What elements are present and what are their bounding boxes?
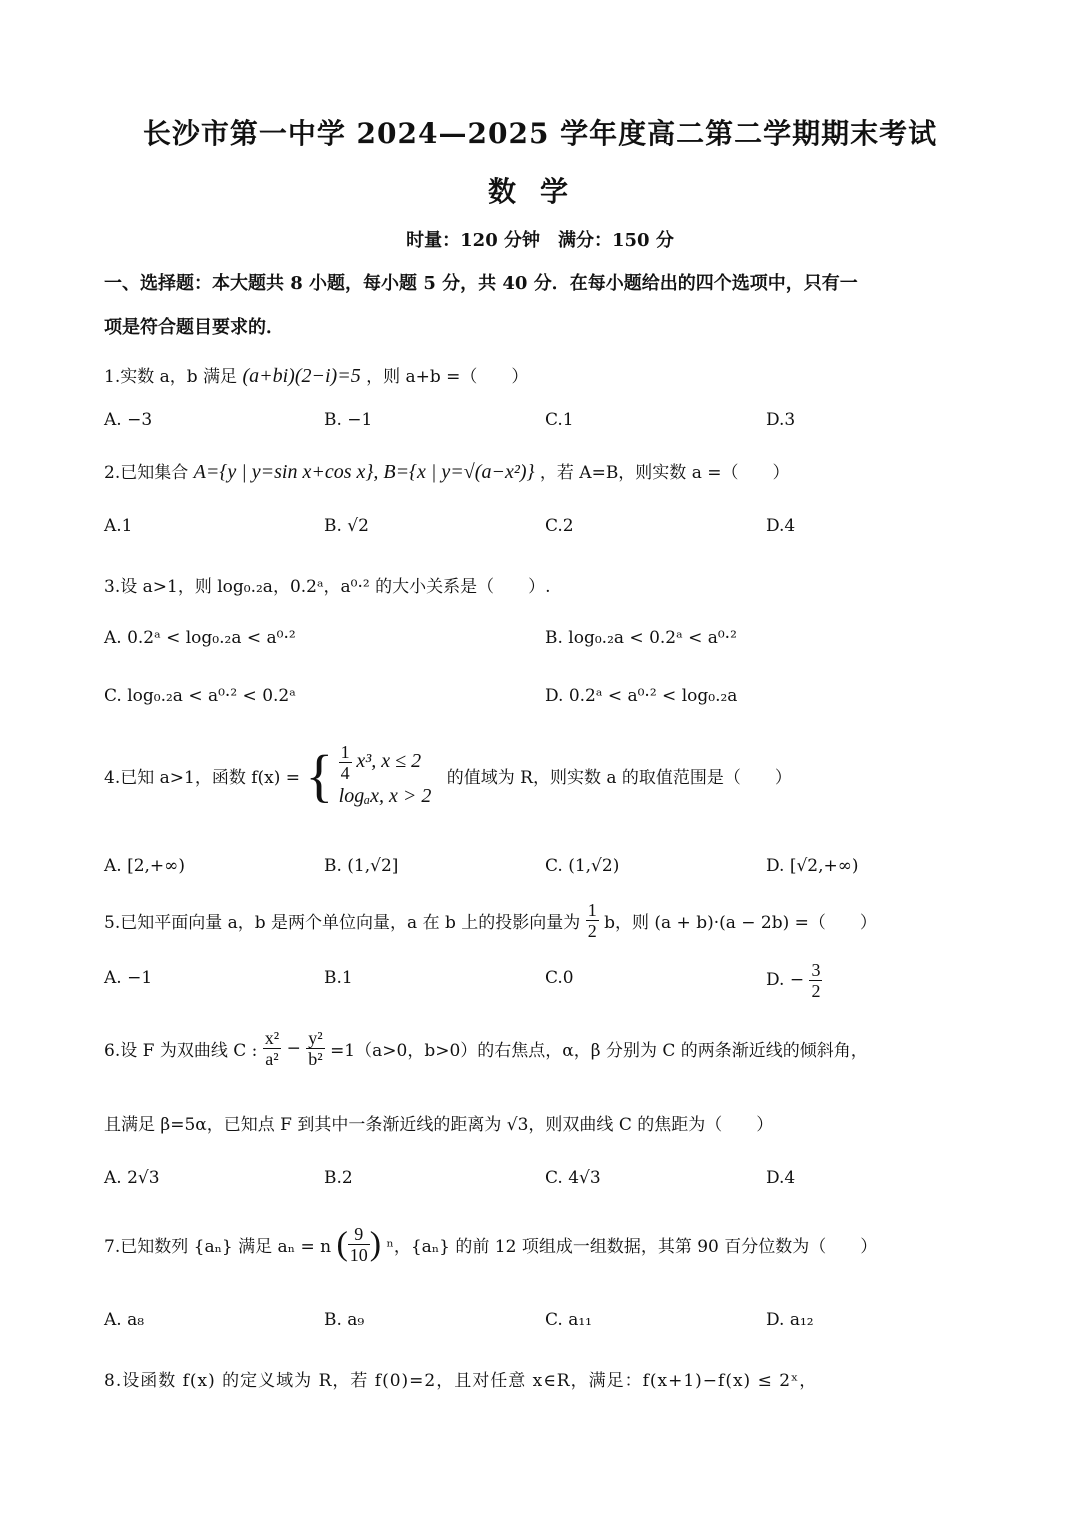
exam-subject: 数学 (487, 175, 592, 208)
q3-option-c[interactable]: C. log₀.₂a < a⁰·² < 0.2ᵃ (104, 686, 296, 706)
q6-options (104, 1168, 984, 1198)
q5-frac: $\frac{1}{2}$ (587, 900, 597, 941)
q7-post: ⁿ，{aₙ} 的前 12 项组成一组数据，其第 90 百分位数为（ ） (386, 1237, 878, 1257)
q2-post: ，若 A=B，则实数 a =（ ） (539, 463, 790, 483)
q3-options-row1 (104, 628, 984, 658)
exam-title: 长沙市第一中学 2024—2025 学年度高二第二学期期末考试 (142, 117, 938, 150)
q3-option-b[interactable]: B. log₀.₂a < 0.2ᵃ < a⁰·² (545, 628, 737, 648)
q1-expr: (a+bi)(2−i)=5 (242, 365, 361, 387)
q2-option-a[interactable]: A.1 (104, 516, 133, 536)
q2-options (104, 516, 984, 546)
q4-post: 的值域为 R，则实数 a 的取值范围是（ ） (446, 768, 792, 788)
q6-option-c[interactable]: C. 4√3 (545, 1168, 601, 1188)
q4-cases (339, 742, 432, 809)
q2-pre: 2.已知集合 (104, 463, 189, 483)
q4-option-d[interactable]: D. [√2,+∞) (766, 856, 859, 876)
q6-option-b[interactable]: B.2 (324, 1168, 353, 1188)
q2-expr: A={y | y=sin x+cos x}, B={x | y=√(a−x²)} (193, 461, 535, 483)
q6-line-2: 且满足 β=5α，已知点 F 到其中一条渐近线的距离为 √3，则双曲线 C 的焦距为（ ） (104, 1115, 774, 1135)
section-heading (104, 262, 984, 350)
question-6 (104, 1028, 984, 1082)
question-2 (104, 458, 984, 484)
q7-option-b[interactable]: B. a₉ (324, 1310, 365, 1330)
q7-frac: $\frac{9}{10}$ (349, 1224, 368, 1265)
question-5 (104, 900, 984, 950)
section-line-2: 项是符合题目要求的． (104, 317, 284, 338)
q1-post: ，则 a+b =（ ） (366, 367, 529, 387)
q7-option-c[interactable]: C. a₁₁ (545, 1310, 592, 1330)
q7-option-d[interactable]: D. a₁₂ (766, 1310, 814, 1330)
q4-frac: $\frac{1}{4}$ (340, 742, 350, 783)
q6-option-d[interactable]: D.4 (766, 1168, 796, 1188)
q6-frac-y: $\frac{\text{y²}}{\text{b²}}$ (308, 1028, 323, 1069)
question-3: 3.设 a>1，则 log₀.₂a，0.2ᵃ，a⁰·² 的大小关系是（ ）. (104, 577, 551, 597)
q2-option-b[interactable]: B. √2 (324, 516, 369, 536)
q7-pre: 7.已知数列 {aₙ} 满足 aₙ = n (104, 1237, 332, 1257)
q5-post: b，则 (a + b)·(a − 2b) =（ ） (604, 913, 877, 933)
section-line-1: 一、选择题：本大题共 8 小题，每小题 5 分，共 40 分．在每小题给出的四个选项中，只有一 (104, 273, 858, 294)
q4-options (104, 856, 984, 886)
question-8: 8.设函数 f(x) 的定义域为 R，若 f(0)=2，且对任意 x∈R，满足：f(x+1)−f(x) ≤ 2ˣ， (104, 1371, 818, 1391)
q4-case-2: logₐx, x > 2 (338, 785, 432, 807)
q5-options (104, 960, 984, 1006)
q4-brace: { (305, 742, 334, 808)
q4-pre: 4.已知 a>1，函数 f(x) = (104, 768, 301, 788)
q1-option-c[interactable]: C.1 (545, 410, 574, 430)
q5-pre: 5.已知平面向量 a，b 是两个单位向量，a 在 b 上的投影向量为 (104, 913, 581, 933)
q4-case-1: $\frac{1}{4}$ x³, x ≤ 2 (340, 742, 422, 783)
q6-pre: 6.设 F 为双曲线 C : (104, 1041, 258, 1061)
q3-option-d[interactable]: D. 0.2ᵃ < a⁰·² < log₀.₂a (545, 686, 738, 706)
q1-option-a[interactable]: A. −3 (104, 410, 153, 430)
q2-option-d[interactable]: D.4 (766, 516, 796, 536)
q7-options (104, 1310, 984, 1340)
q1-options (104, 410, 984, 440)
q4-option-b[interactable]: B. (1,√2] (324, 856, 399, 876)
q5-option-a[interactable]: A. −1 (104, 968, 153, 988)
question-1 (104, 362, 984, 388)
q1-option-d[interactable]: D.3 (766, 410, 796, 430)
q3-option-a[interactable]: A. 0.2ᵃ < log₀.₂a < a⁰·² (104, 628, 296, 648)
q3-options-row2 (104, 686, 984, 716)
q5-option-b[interactable]: B.1 (324, 968, 353, 988)
q5-option-c[interactable]: C.0 (545, 968, 574, 988)
q6-option-a[interactable]: A. 2√3 (104, 1168, 160, 1188)
q6-minus: − (286, 1038, 301, 1059)
q2-option-c[interactable]: C.2 (545, 516, 574, 536)
q4-option-a[interactable]: A. [2,+∞) (104, 856, 185, 876)
question-4 (104, 742, 984, 826)
q7-option-a[interactable]: A. a₈ (104, 1310, 145, 1330)
q5-option-d[interactable]: D. − $\frac{3}{2}$ (766, 960, 821, 1001)
q6-post: =1（a>0，b>0）的右焦点，α，β 分别为 C 的两条渐近线的倾斜角， (330, 1041, 868, 1061)
q1-option-b[interactable]: B. −1 (324, 410, 373, 430)
exam-meta: 时量：120 分钟 满分：150 分 (406, 230, 674, 251)
q1-pre: 1.实数 a，b 满足 (104, 367, 238, 387)
q6-frac-x: $\frac{\text{x²}}{\text{a²}}$ (264, 1028, 280, 1069)
question-7: 7.已知数列 {aₙ} 满足 aₙ = n ( $\frac{9}{10}$ ) ⁿ，{aₙ} 的前 12 项组成一组数据，其第 90 百分位数为（ ） (104, 1224, 878, 1265)
q4-option-c[interactable]: C. (1,√2) (545, 856, 620, 876)
